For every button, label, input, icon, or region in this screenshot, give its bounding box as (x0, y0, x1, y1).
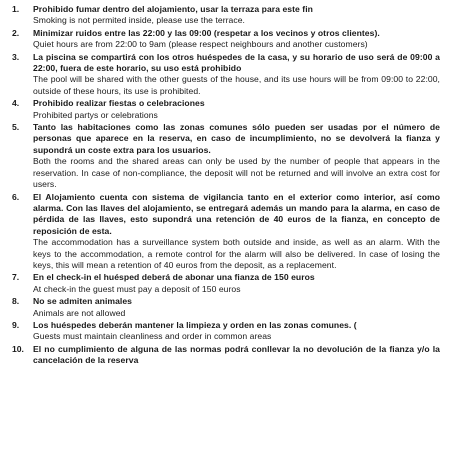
rule-text-english: At check-in the guest must pay a deposit of 150 euros (33, 283, 241, 294)
rule-number: 2. (12, 27, 20, 38)
rule-text-english: The accommodation has a surveillance system both outside and inside, as well as an alarm. With the keys to the accommodation, a remote control for the alarm will also be delivered. In case of losing the keys, this will mean a retention of 40 euros from the deposit, as a replacement. (33, 237, 440, 270)
rule-text-spanish: La piscina se compartirá con los otros huéspedes de la casa, y su horario de uso será de 09:00 a 22:00, fuera de este horario, su uso está prohibido (33, 51, 440, 74)
rule-item-6 (6, 192, 440, 272)
rule-item-7 (6, 272, 440, 295)
rule-text-english: Quiet hours are from 22:00 to 9am (please respect neighbours and another customers) (33, 39, 368, 50)
rule-number: 8. (12, 296, 20, 307)
rule-text-spanish: Tanto las habitaciones como las zonas comunes sólo pueden ser usadas por el número de personas que aparece en la reserva, en caso de incumplimiento, no se devolverá la fianza y supondrá un coste extra para los usuarios. (33, 122, 440, 155)
rule-text-english: Prohibited partys or celebrations (33, 109, 158, 120)
rule-number: 4. (12, 98, 20, 109)
rule-text-english: The pool will be shared with the other guests of the house, and its use hours will be from 09:00 to 22:00, outside of these hours, its use is prohibited. (33, 74, 440, 96)
rule-text-spanish: No se admiten animales (33, 296, 133, 307)
rule-number: 6. (12, 191, 20, 202)
rule-number: 1. (12, 4, 20, 14)
rule-text-spanish: Prohibido fumar dentro del alojamiento, usar la terraza para este fin (33, 4, 313, 14)
rule-number: 10. (12, 343, 24, 354)
rule-text-english: Both the rooms and the shared areas can only be used by the number of people that appears in the reservation. In case of non-compliance, the deposit will not be returned and will involve an extra cost for users. (33, 156, 440, 190)
rule-item-2 (6, 28, 440, 51)
rule-number: 3. (12, 51, 20, 62)
rule-number: 7. (12, 272, 20, 283)
rule-item-8 (6, 296, 440, 319)
rule-item-3 (6, 52, 440, 98)
house-rules-list (6, 4, 440, 367)
rule-item-9 (6, 320, 440, 343)
rule-text-spanish: Prohibido realizar fiestas o celebraciones (33, 98, 205, 109)
rule-item-1 (6, 4, 440, 27)
rule-item-10 (6, 344, 440, 367)
rule-number: 9. (12, 319, 20, 330)
rule-text-english: Animals are not allowed (33, 307, 126, 318)
rule-text-spanish: En el check-in el huésped deberá de abonar una fianza de 150 euros (33, 272, 315, 283)
rule-text-spanish: Minimizar ruidos entre las 22:00 y las 09:00 (respetar a los vecinos y otros clientes). (33, 27, 380, 38)
rule-text-spanish: Los huéspedes deberán mantener la limpieza y orden en las zonas comunes. ( (33, 319, 357, 330)
rule-text-spanish: El Alojamiento cuenta con sistema de vigilancia tanto en el exterior como interior, así como alarma. Con las llaves del alojamiento, se entregará además un mando para la alarma, en caso de pérdida de las llaves, esto supondrá una retención de 40 euros de la fianza, en concepto de reposición de esta. (33, 191, 440, 236)
rule-text-english: Smoking is not permited inside, please use the terrace. (33, 15, 245, 26)
rule-number: 5. (12, 122, 20, 133)
rule-text-spanish: El no cumplimiento de alguna de las normas podrá conllevar la no devolución de la fianza y/o la cancelación de la reserva (33, 343, 440, 366)
rule-item-5 (6, 122, 440, 190)
rule-item-4 (6, 98, 440, 121)
rule-text-english: Guests must maintain cleanliness and order in common areas (33, 331, 272, 342)
